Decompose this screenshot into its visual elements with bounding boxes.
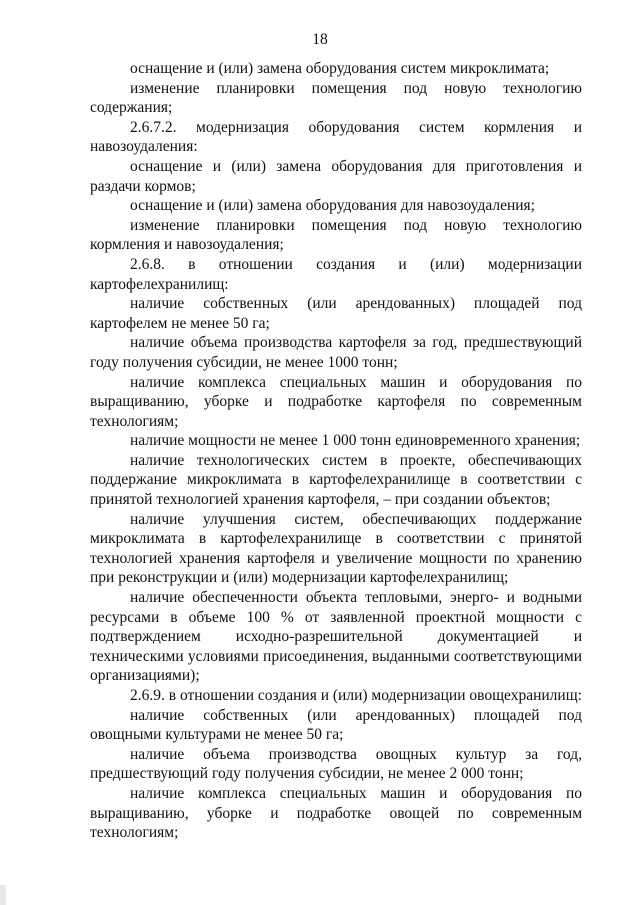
paragraph: наличие комплекса специальных машин и оборудования по выращиванию, уборке и подработке овощей по современным технологиям; (90, 784, 582, 842)
paragraph: наличие собственных (или арендованных) площадей под картофелем не менее 50 га; (90, 295, 582, 332)
paragraph: наличие объема производства картофеля за год, предшествующий году получения субсидии, не менее 1000 тонн; (90, 334, 582, 371)
paragraph: оснащение и (или) замена оборудования систем микроклимата; (130, 60, 550, 77)
paragraph: 2.6.7.2. модернизация оборудования систем кормления и навозоудаления: (90, 118, 582, 156)
paragraph: наличие собственных (или арендованных) площадей под овощными культурами не менее 50 га; (90, 706, 582, 744)
paragraph: наличие комплекса специальных машин и оборудования по выращиванию, уборке и подработке картофеля по современным технологиям; (90, 373, 582, 430)
paragraph: оснащение и (или) замена оборудования для навозоудаления; (130, 197, 535, 215)
paragraph: наличие объема производства овощных культур за год, предшествующий году получения субсидии, не менее 2 000 тонн; (90, 745, 582, 783)
paragraph: 2.6.9. в отношении создания и (или) модернизации овощехранилищ: (130, 687, 582, 704)
page-number: 18 (312, 31, 328, 48)
paragraph: наличие мощности не менее 1 000 тонн единовременного хранения; (130, 432, 581, 450)
paragraph: наличие улучшения систем, обеспечивающих поддержание микроклимата в картофелехранилище в соответствии с принятой технологией хранения картофеля и увеличение мощности по хранению при реконструкции и (или) модернизации картофелехранилищ; (90, 510, 582, 587)
paragraph: 2.6.8. в отношении создания и (или) модернизации картофелехранилищ: (90, 255, 582, 293)
paragraph: наличие технологических систем в проекте, обеспечивающих поддержание микроклимата в картофелехранилище в соответствии с принятой технологией хранения картофеля, – при создании объектов; (90, 451, 582, 509)
paragraph: оснащение и (или) замена оборудования для приготовления и раздачи кормов; (90, 157, 582, 195)
paragraph: наличие обеспеченности объекта тепловыми, энерго- и водными ресурсами в объеме 100 % от заявленной проектной мощности с подтверждением исходно-разрешительной документацией и техническими условиями присоединения, выданными соответствующими организациями); (90, 589, 582, 685)
paragraph: изменение планировки помещения под новую технологию содержания; (90, 79, 582, 117)
scan-edge-artifact (0, 885, 6, 905)
paragraph: изменение планировки помещения под новую технологию кормления и навозоудаления; (90, 216, 582, 254)
document-body (90, 59, 582, 843)
